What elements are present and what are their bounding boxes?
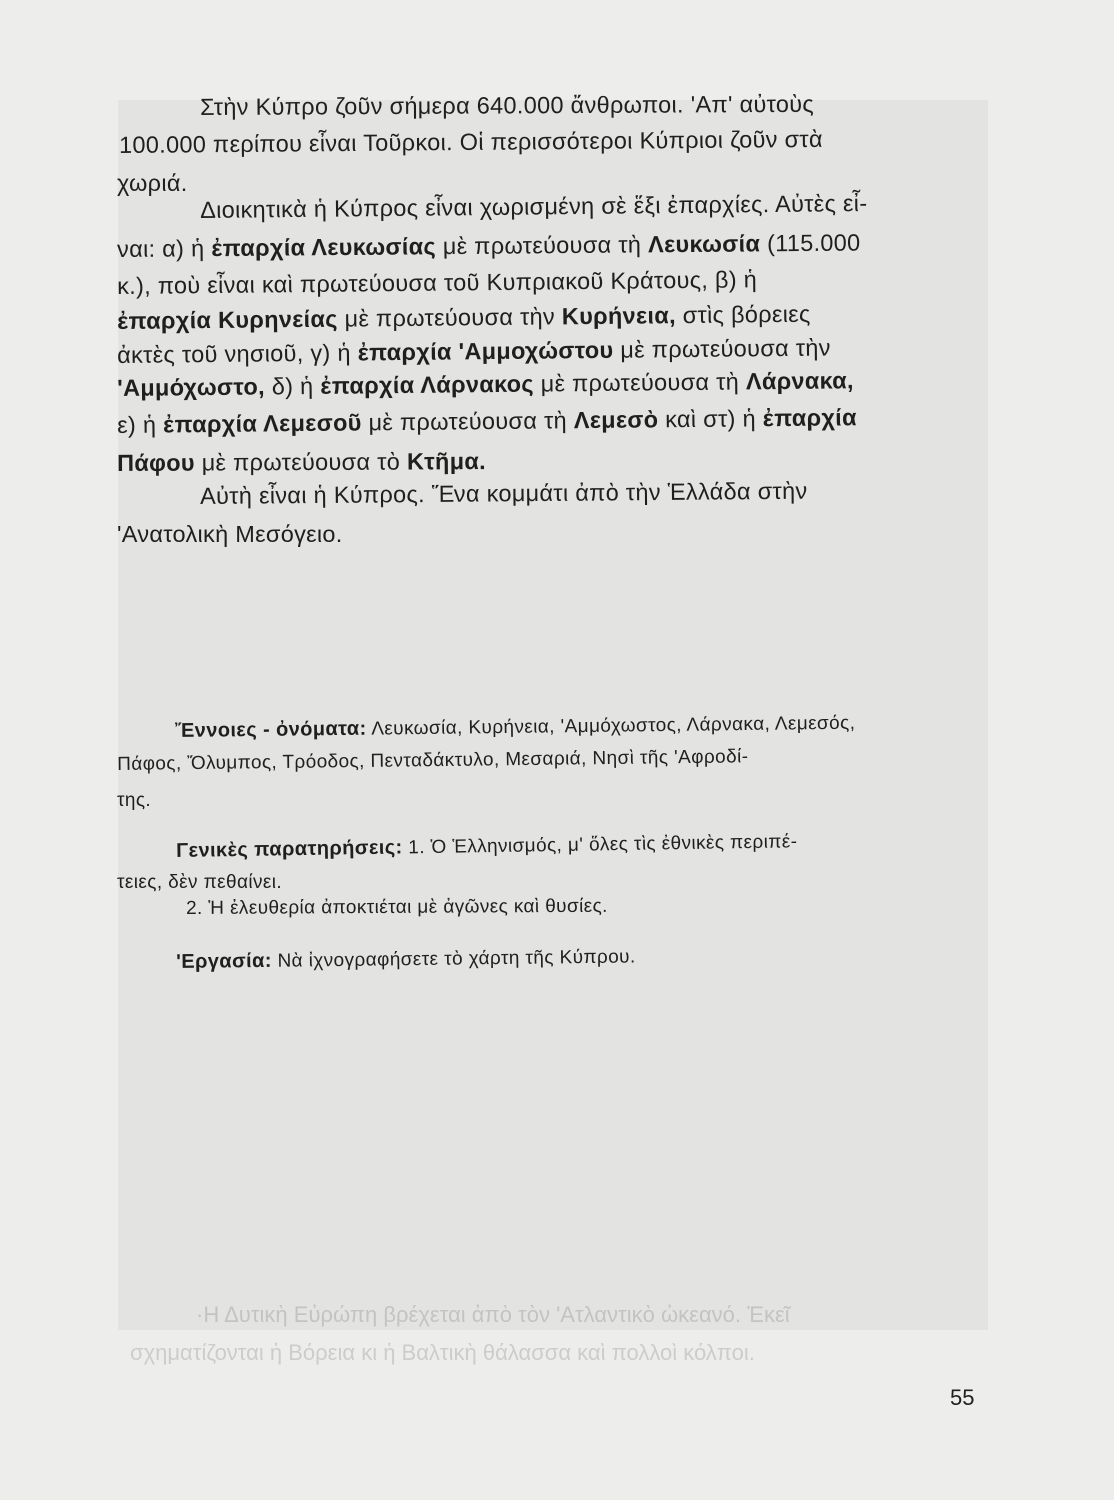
text-segment: 100.000 περίπου εἶναι Τοῦρκοι. Οἱ περισσότεροι Κύπριοι ζοῦν στὰ [119,125,823,158]
paragraph-line [117,230,861,263]
text-segment: μὲ πρωτεύουσα τὴν [337,303,562,332]
text-segment: (115.000 [760,229,861,257]
bold-term: ἐπαρχία Κυρηνείας [117,305,338,334]
concepts-line [117,746,749,776]
paragraph-line [117,367,854,402]
text-segment: Διοικητικὰ ἡ Κύπρος εἶναι χωρισμένη σὲ ἕξι ἐπαρχίες. Αὐτὲς εἶ- [200,190,868,223]
bleed-through-text: ·Η Δυτικὴ Εὐρώπη βρέχεται ἀπὸ τὸν 'Ατλαντικὸ ὠκεανό. Ἐκεῖ [196,1302,790,1327]
text-segment: μὲ πρωτεύουσα τὴ [361,407,574,436]
text-segment: ε) ἡ [117,411,164,438]
bold-term: Κυρήνεια, [561,302,676,330]
text-segment: ἀκτὲς τοῦ νησιοῦ, γ) ἡ [117,339,358,368]
text-segment: ναι: α) ἡ [117,235,212,262]
text-segment: χωριά. [117,170,188,196]
text-segment: τειες, δὲν πεθαίνει. [117,872,283,893]
paragraph-line [200,91,814,121]
text-segment: 1. Ὁ Ἑλληνισμός, μ' ὅλες τὶς ἐθνικὲς περιπέ- [402,831,798,859]
paragraph-line [117,170,188,197]
remarks-line [176,830,798,863]
bold-term: ἐπαρχία Λευκωσίας [211,233,437,262]
text-segment: μὲ πρωτεύουσα τὴ [533,368,747,397]
text-segment: Λευκωσία, Κυρήνεια, 'Αμμόχωστος, Λάρνακα, Λεμεσός, [366,712,856,740]
text-segment: της. [117,790,152,811]
bold-term: Ἔννοιες - ὀνόματα: [175,717,367,742]
text-segment: μὲ πρωτεύουσα τὴν [613,334,831,363]
bold-term: ἐπαρχία 'Αμμοχώστου [357,336,614,366]
paragraph-line [200,190,868,224]
task-line [176,945,636,974]
remarks-line [117,872,282,894]
bold-term: Πάφου [117,449,195,476]
paragraph-line [200,478,808,510]
text-segment: στὶς βόρειες [675,300,811,329]
paragraph-line [117,266,757,300]
text-segment: δ) ἡ [264,372,321,400]
text-segment: 'Ανατολικὴ Μεσόγειο. [117,521,343,547]
text-segment: Νὰ ἰχνογραφήσετε τὸ χάρτη τῆς Κύπρου. [271,946,636,972]
paragraph-line [117,448,486,477]
paragraph-line [117,335,831,369]
bold-term: 'Εργασία: [176,949,272,973]
bold-term: ἐπαρχία Λεμεσοῦ [162,409,362,438]
bold-term: ἐπαρχία Λάρνακος [320,370,534,399]
bold-term: 'Αμμόχωστο, [117,373,266,401]
bold-term: Λάρνακα, [745,367,854,395]
remarks-line [186,896,608,920]
concepts-line [175,712,855,743]
concepts-line [117,790,151,812]
text-segment: μὲ πρωτεύουσα τὴ [435,231,649,260]
text-segment: Πάφος, Ὄλυμπος, Τρόοδος, Πενταδάκτυλο, Μεσαριά, Νησὶ τῆς 'Αφροδί- [117,746,749,775]
text-segment: Στὴν Κύπρο ζοῦν σήμερα 640.000 ἄνθρωποι. 'Απ' αὐτοὺς [200,90,815,120]
page-number: 55 [950,1385,975,1410]
bold-term: Κτῆμα. [406,448,486,475]
paragraph-line [117,521,343,548]
bold-term: ἐπαρχία [762,404,857,432]
text-segment: καὶ στ) ἡ [658,405,763,433]
paragraph-line [117,404,857,439]
text-segment: μὲ πρωτεύουσα τὸ [194,448,408,476]
bold-term: Γενικὲς παρατηρήσεις: [176,836,403,862]
bleed-through-text: σχηματίζονται ἡ Βόρεια κι ἡ Βαλτικὴ θάλασσα καὶ πολλοὶ κόλποι. [130,1340,755,1365]
text-segment: 2. Ἡ ἐλευθερία ἀποκτιέται μὲ ἀγῶνες καὶ θυσίες. [186,895,608,919]
bold-term: Λευκωσία [647,230,761,258]
paragraph-line [117,301,811,335]
text-segment: κ.), ποὺ εἶναι καὶ πρωτεύουσα τοῦ Κυπριακοῦ Κράτους, β) ἡ [117,266,758,299]
bold-term: Λεμεσὸ [573,406,659,434]
paragraph-line [119,126,823,159]
text-segment: Αὐτὴ εἶναι ἡ Κύπρος. Ἕνα κομμάτι ἀπὸ τὴν Ἑλλάδα στὴν [200,477,808,509]
